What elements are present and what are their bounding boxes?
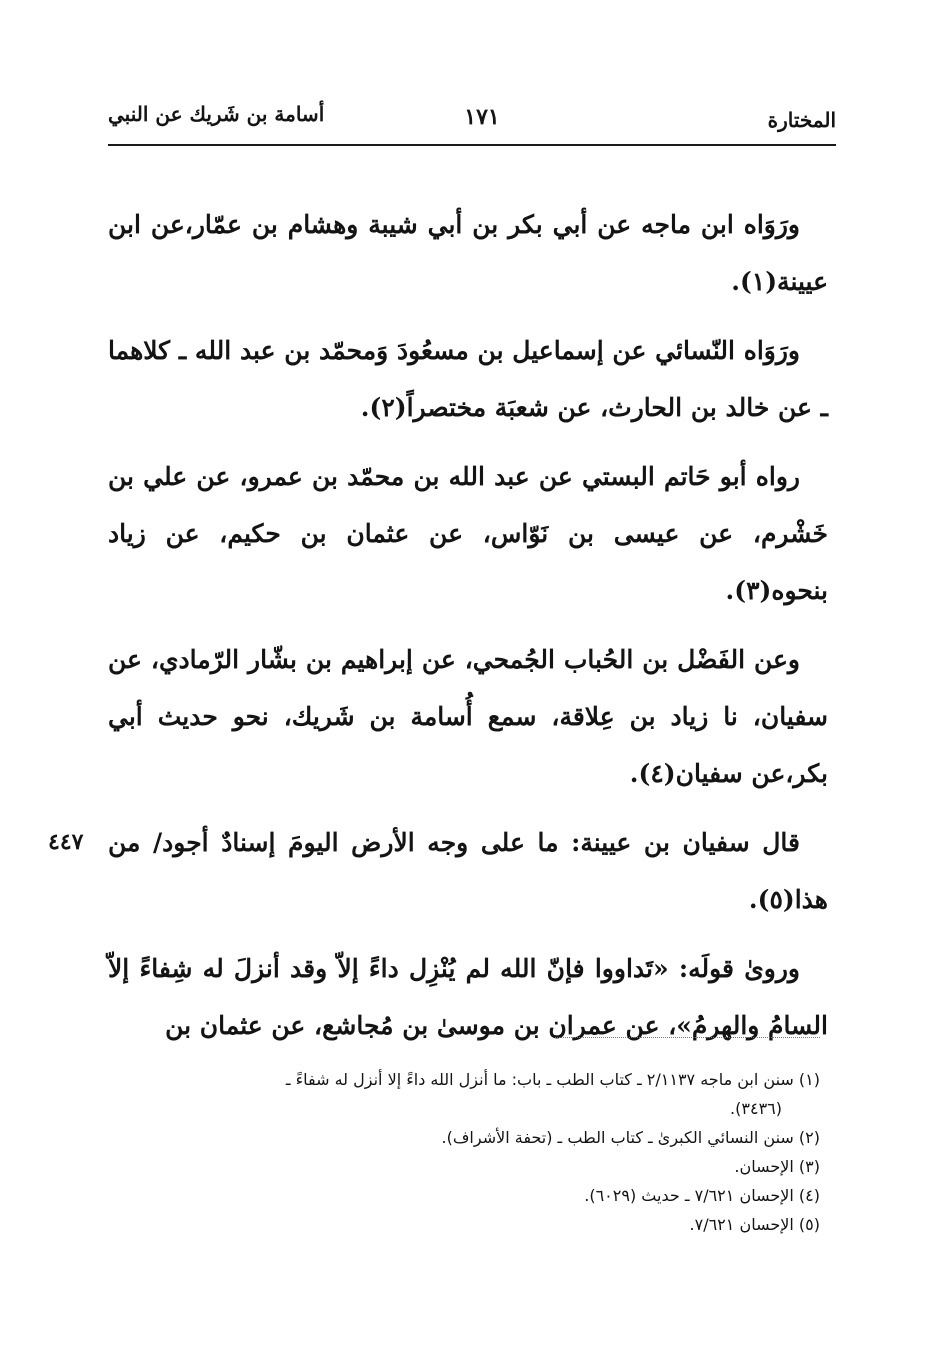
footnote	[108, 1065, 820, 1094]
running-header	[108, 98, 836, 146]
header-chapter-title: أسامة بن شَريك عن النبي	[108, 102, 325, 126]
paragraph: وروىٰ قولَه: «تَداووا فإنّ الله لم يُنْزِل داءً إلاّ وقد أنزلَ له شِفاءً إلاّ السامُ والهرمُ»، عن عمران بن موسىٰ بن مُجاشع، عن عثمان بن	[108, 954, 828, 1040]
main-text	[48, 196, 828, 1066]
footnote-text: الإحسان ٧/٦٢١ ـ حديث (٦٠٢٩).	[584, 1186, 794, 1205]
margin-folio-number: ٤٤٧	[48, 829, 84, 855]
footnote-number: (٤)	[798, 1186, 820, 1205]
footnote	[108, 1123, 820, 1152]
footnote-number: (٢)	[798, 1128, 820, 1147]
paragraph: ورَوَاه ابن ماجه عن أبي بكر بن أبي شيبة وهشام بن عمّار،عن ابن عيينة(١).	[108, 210, 828, 296]
paragraph: وعن الفَضْل بن الحُباب الجُمحي، عن إبراهيم بن بشّار الرّمادي، عن سفيان، نا زياد بن عِلاقة، سمع أُسامة بن شَريك، نحو حديث أبي بكر،عن سفيان(٤).	[108, 645, 828, 788]
footnotes	[108, 1065, 820, 1239]
footnote-number: (٥)	[798, 1215, 820, 1234]
paragraph: ورَوَاه النّسائي عن إسماعيل بن مسعُودَ وَمحمّد بن عبد الله ـ كلاهما ـ عن خالد بن الحارث، عن شعبَة مختصراً(٢).	[108, 336, 828, 422]
footnote-number: (٣)	[798, 1157, 820, 1176]
footnote	[108, 1210, 820, 1239]
footnote-continuation: (٣٤٣٦).	[730, 1099, 782, 1118]
paragraph: رواه أبو حَاتم البستي عن عبد الله بن محمّد بن عمرو، عن علي بن خَشْرم، عن عيسى بن نَوّاس، عن عثمان بن حكيم، عن زياد بنحوه(٣).	[108, 462, 828, 605]
paragraph-with-margin-note	[48, 814, 828, 928]
footnote-number: (١)	[798, 1070, 820, 1089]
footnote-divider	[555, 1037, 820, 1038]
footnote-text: الإحسان ٧/٦٢١.	[689, 1215, 794, 1234]
footnote	[108, 1181, 820, 1210]
footnote-text: سنن ابن ماجه ٢/١١٣٧ ـ كتاب الطب ـ باب: ما أنزل الله داءً إلا أنزل له شفاءً ـ	[285, 1070, 794, 1089]
header-book-title: المختارة	[767, 108, 836, 132]
paragraph-text: قال سفيان بن عيينة: ما على وجه الأرض اليومَ إسنادٌ أجود/ من هذا(٥).	[108, 828, 828, 914]
footnote-text: سنن النسائي الكبرىٰ ـ كتاب الطب ـ (تحفة الأشراف).	[441, 1128, 794, 1147]
footnote	[108, 1152, 820, 1181]
footnote-text: الإحسان.	[734, 1157, 794, 1176]
page-number: ١٧١	[464, 104, 500, 130]
